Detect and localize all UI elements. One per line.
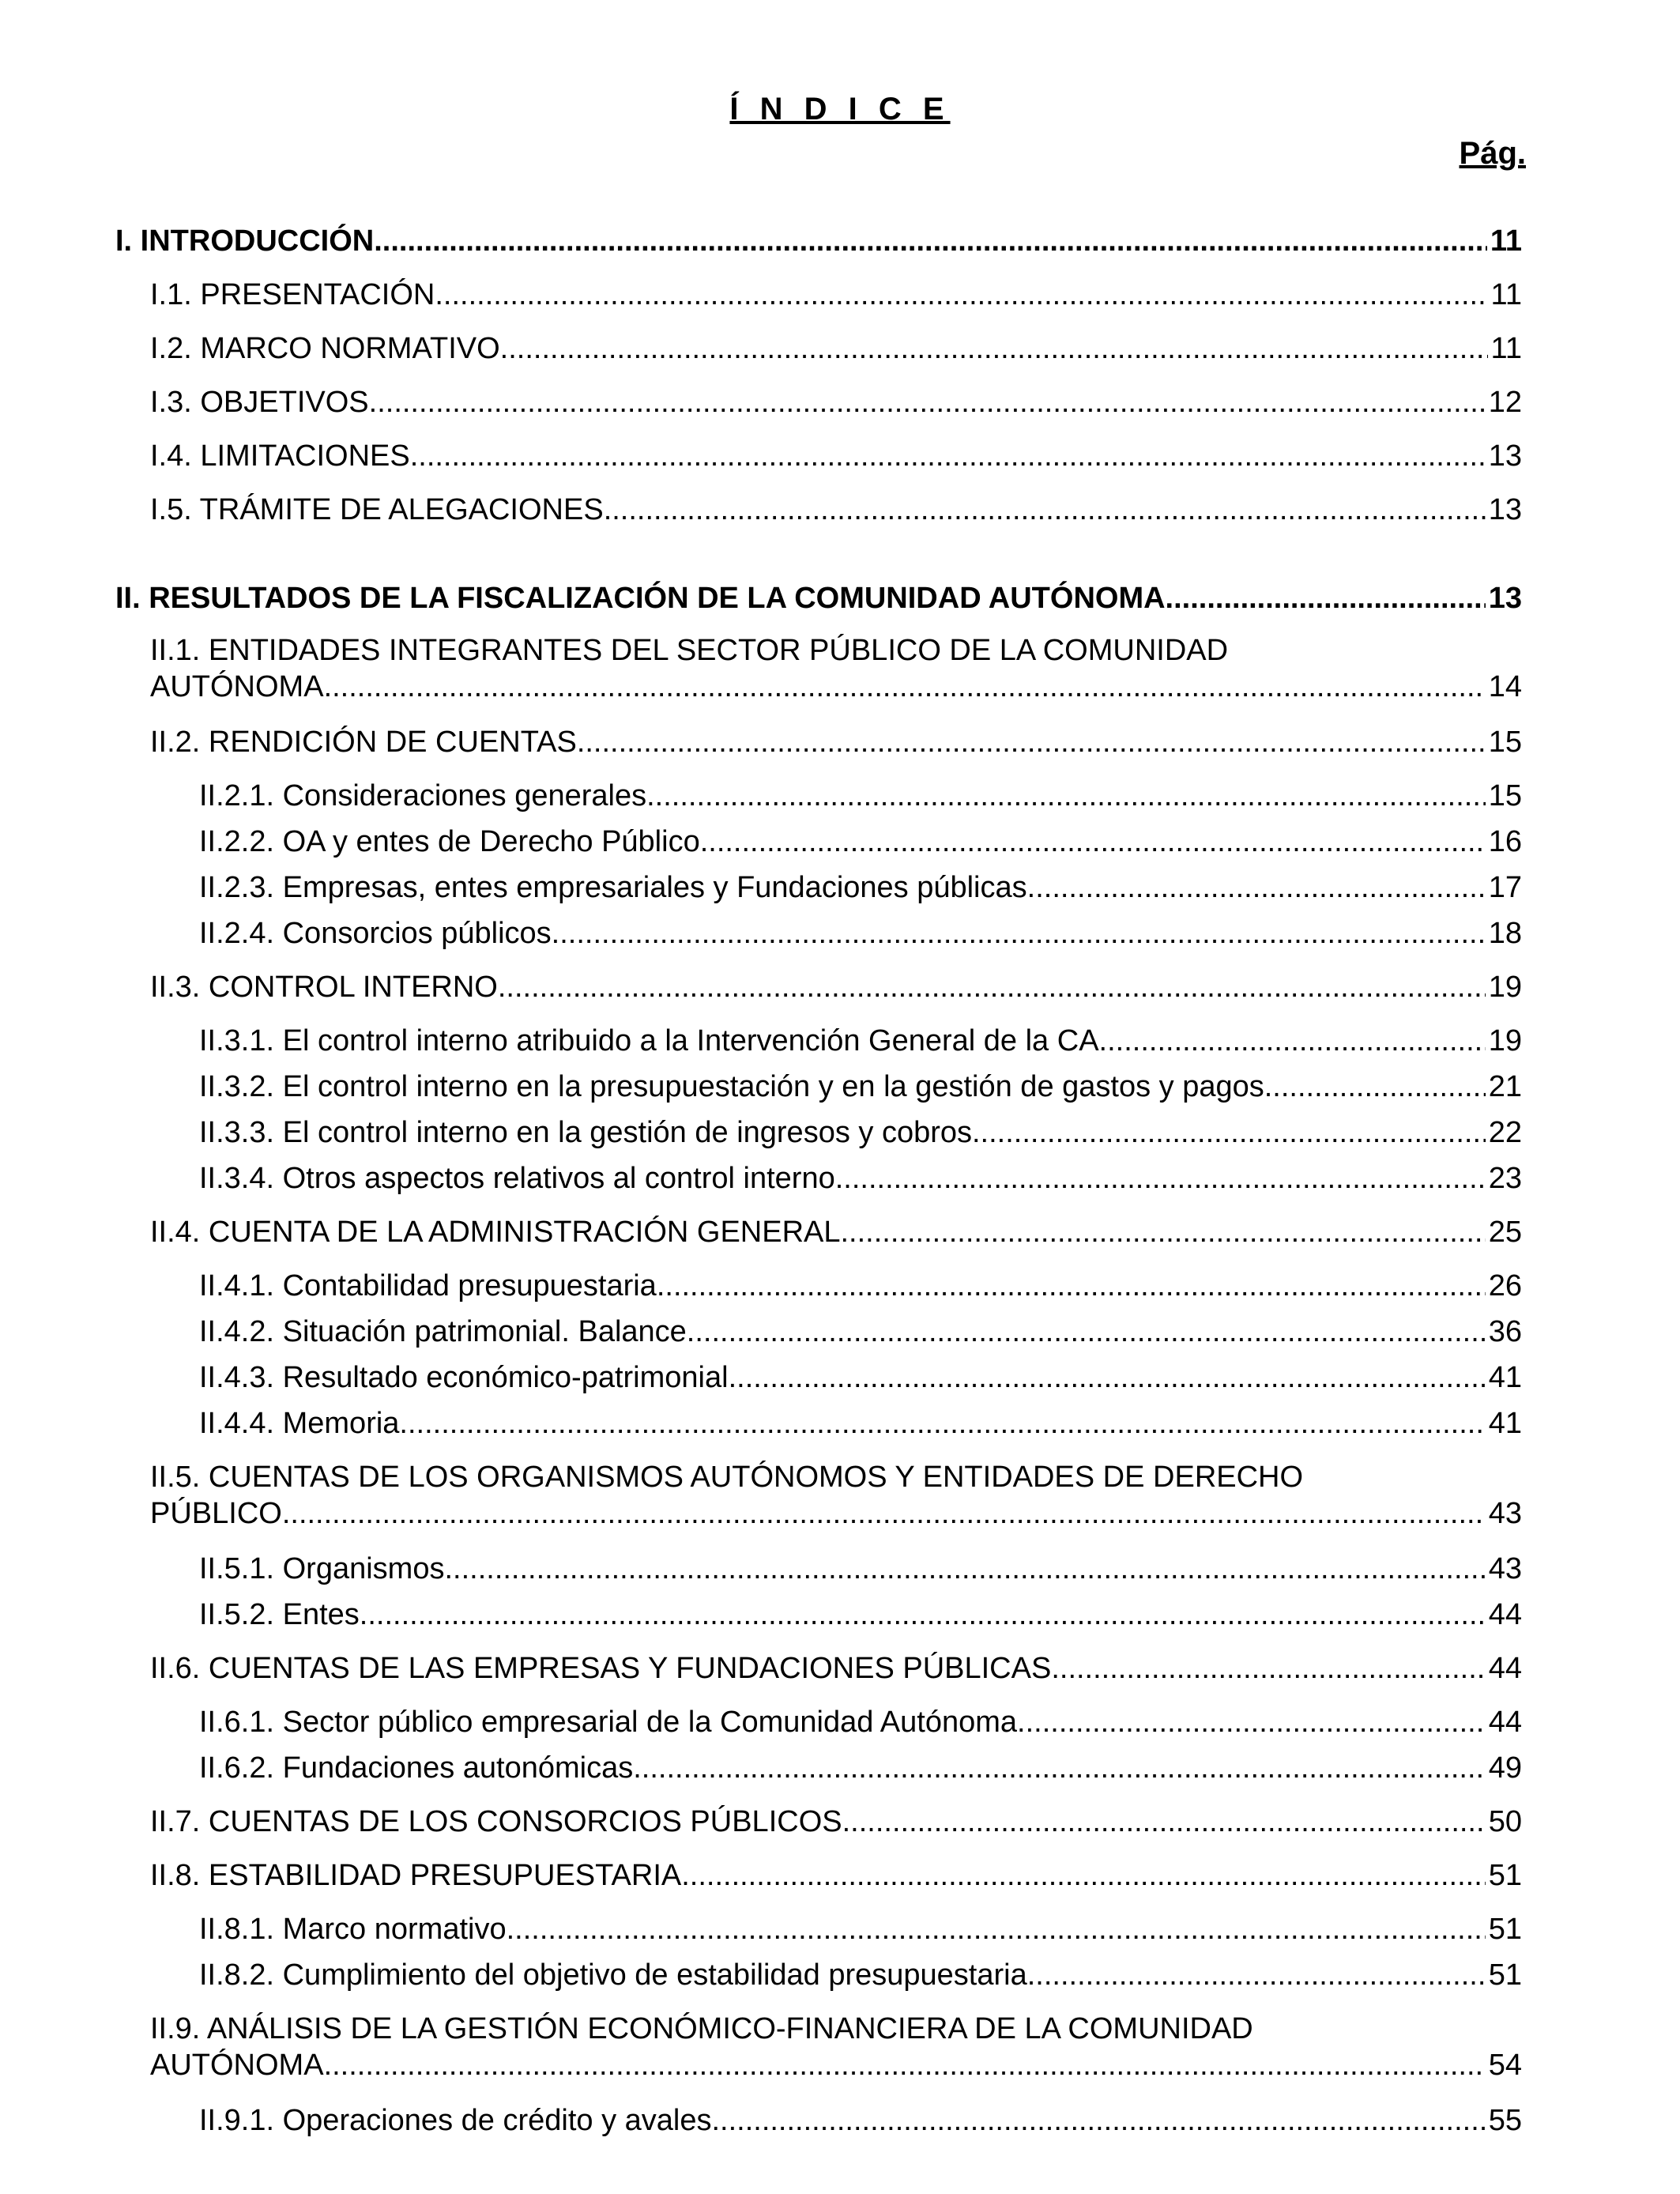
toc-entry[interactable] xyxy=(115,223,1522,259)
toc-entry-page: 11 xyxy=(1490,224,1522,258)
toc-entry-page: 51 xyxy=(1488,1913,1522,1946)
toc-entry[interactable] xyxy=(115,778,1522,814)
toc-entry-page: 15 xyxy=(1488,779,1522,812)
toc-entry-title: II. RESULTADOS DE LA FISCALIZACIÓN DE LA COMUNIDAD AUTÓNOMA xyxy=(115,582,1166,615)
toc-leader-dots xyxy=(410,438,1486,474)
toc-entry-title: II.6.1. Sector público empresarial de la Comunidad Autónoma xyxy=(199,1706,1018,1739)
toc-leader-dots xyxy=(1099,1023,1486,1059)
toc-entry-title: II.1. ENTIDADES INTEGRANTES DEL SECTOR PÚBLICO DE LA COMUNIDAD xyxy=(150,634,1229,667)
toc-entry[interactable] xyxy=(115,1750,1522,1786)
toc-entry-page: 26 xyxy=(1488,1269,1522,1302)
toc-entry-title: II.4.4. Memoria xyxy=(199,1407,400,1440)
toc-entry-title: I.5. TRÁMITE DE ALEGACIONES xyxy=(150,493,604,526)
toc-entry-title: II.2.4. Consorcios públicos xyxy=(199,917,552,950)
toc-leader-dots xyxy=(369,384,1486,420)
toc-leader-dots xyxy=(399,1405,1485,1442)
toc-entry-page: 54 xyxy=(1488,2049,1522,2082)
toc-entry-page: 51 xyxy=(1488,1859,1522,1892)
toc-entry[interactable] xyxy=(115,1405,1522,1442)
toc-leader-dots xyxy=(374,223,1487,259)
toc-entry-title: I.2. MARCO NORMATIVO xyxy=(150,332,500,365)
toc-entry-page: 13 xyxy=(1488,439,1522,473)
index-title: Í N D I C E xyxy=(729,92,951,126)
toc-entry-page: 41 xyxy=(1488,1407,1522,1440)
toc-entry-title: II.8. ESTABILIDAD PRESUPUESTARIA xyxy=(150,1859,682,1892)
toc-entry-page: 41 xyxy=(1488,1361,1522,1394)
toc-entry-page: 44 xyxy=(1488,1598,1522,1631)
toc-entry-page: 44 xyxy=(1488,1706,1522,1739)
toc-entry-page: 19 xyxy=(1488,1024,1522,1057)
toc-entry-title: II.4.2. Situación patrimonial. Balance xyxy=(199,1315,687,1348)
toc-entry-title: II.8.2. Cumplimiento del objetivo de estabilidad presupuestaria xyxy=(199,1958,1027,1992)
toc-entry[interactable] xyxy=(115,824,1522,860)
toc-entry-page: 21 xyxy=(1488,1070,1522,1103)
toc-entry[interactable] xyxy=(115,1023,1522,1059)
toc-entry[interactable] xyxy=(115,1359,1522,1396)
toc-leader-dots xyxy=(324,669,1486,705)
toc-leader-dots xyxy=(324,2047,1486,2083)
toc-leader-dots xyxy=(1051,1650,1485,1687)
toc-entry-title: II.2.3. Empresas, entes empresariales y Fundaciones públicas xyxy=(199,871,1027,904)
toc-entry-title: II.4. CUENTA DE LA ADMINISTRACIÓN GENERAL xyxy=(150,1216,841,1249)
toc-leader-dots xyxy=(498,969,1486,1005)
toc-entry-title: II.3. CONTROL INTERNO xyxy=(150,971,498,1004)
table-of-contents xyxy=(115,223,1522,2139)
toc-entry-title: II.4.3. Resultado económico-patrimonial xyxy=(199,1361,729,1394)
toc-entry-title: II.8.1. Marco normativo xyxy=(199,1913,507,1946)
toc-entry[interactable] xyxy=(115,492,1522,528)
toc-leader-dots xyxy=(507,1911,1486,1947)
toc-entry-title: II.6.2. Fundaciones autonómicas xyxy=(199,1751,634,1785)
toc-entry-page: 19 xyxy=(1488,971,1522,1004)
toc-entry-title-cont: AUTÓNOMA xyxy=(150,670,324,703)
toc-entry[interactable] xyxy=(115,438,1522,474)
toc-entry-title: I.3. OBJETIVOS xyxy=(150,386,369,419)
toc-entry-page: 49 xyxy=(1488,1751,1522,1785)
toc-leader-dots xyxy=(1027,869,1486,906)
toc-entry-title: I.4. LIMITACIONES xyxy=(150,439,410,473)
toc-entry[interactable] xyxy=(115,1551,1522,1587)
toc-leader-dots xyxy=(604,492,1486,528)
toc-entry[interactable] xyxy=(115,1214,1522,1250)
toc-entry-title: II.2. RENDICIÓN DE CUENTAS xyxy=(150,726,577,759)
toc-entry-title: II.4.1. Contabilidad presupuestaria xyxy=(199,1269,657,1302)
toc-entry-page: 55 xyxy=(1488,2104,1522,2137)
toc-entry-title: I. INTRODUCCIÓN xyxy=(115,224,375,258)
toc-entry[interactable] xyxy=(115,1704,1522,1740)
toc-entry-page: 25 xyxy=(1488,1216,1522,1249)
toc-entry-page: 16 xyxy=(1488,825,1522,858)
toc-entry[interactable] xyxy=(115,632,1522,707)
toc-entry-page: 13 xyxy=(1488,493,1522,526)
toc-entry-page: 13 xyxy=(1488,582,1522,615)
toc-entry[interactable] xyxy=(115,1957,1522,1993)
toc-entry[interactable] xyxy=(115,1160,1522,1197)
toc-entry[interactable] xyxy=(115,869,1522,906)
toc-entry-page: 44 xyxy=(1488,1652,1522,1685)
toc-entry-page: 43 xyxy=(1488,1497,1522,1530)
toc-leader-dots xyxy=(657,1268,1486,1304)
toc-leader-dots xyxy=(435,277,1487,313)
toc-leader-dots xyxy=(282,1495,1486,1532)
toc-entry-page: 36 xyxy=(1488,1315,1522,1348)
toc-entry-page: 14 xyxy=(1488,670,1522,703)
toc-entry[interactable] xyxy=(115,2011,1522,2085)
toc-leader-dots xyxy=(500,330,1488,367)
toc-entry[interactable] xyxy=(115,1650,1522,1687)
toc-entry-page: 15 xyxy=(1488,726,1522,759)
toc-entry-page: 43 xyxy=(1488,1552,1522,1585)
toc-entry-title: II.7. CUENTAS DE LOS CONSORCIOS PÚBLICOS xyxy=(150,1805,842,1838)
toc-entry[interactable] xyxy=(115,724,1522,760)
toc-entry-title: II.9.1. Operaciones de crédito y avales xyxy=(199,2104,712,2137)
toc-leader-dots xyxy=(700,824,1486,860)
toc-leader-dots xyxy=(444,1551,1485,1587)
toc-entry-title: II.5.2. Entes xyxy=(199,1598,360,1631)
toc-entry-title: II.3.4. Otros aspectos relativos al control interno xyxy=(199,1162,835,1195)
toc-entry[interactable] xyxy=(115,384,1522,420)
toc-entry[interactable] xyxy=(115,1268,1522,1304)
toc-entry-title: I.1. PRESENTACIÓN xyxy=(150,278,435,311)
toc-entry[interactable] xyxy=(115,1911,1522,1947)
toc-entry[interactable] xyxy=(115,1069,1522,1105)
toc-entry[interactable] xyxy=(115,2102,1522,2139)
toc-entry-title: II.5. CUENTAS DE LOS ORGANISMOS AUTÓNOMOS Y ENTIDADES DE DERECHO xyxy=(150,1461,1304,1494)
toc-leader-dots xyxy=(360,1596,1486,1633)
toc-leader-dots xyxy=(552,915,1486,952)
toc-entry-title-cont: PÚBLICO xyxy=(150,1497,282,1530)
toc-entry-page: 17 xyxy=(1488,871,1522,904)
toc-entry-page: 22 xyxy=(1488,1116,1522,1149)
toc-leader-dots xyxy=(1017,1704,1486,1740)
toc-entry[interactable] xyxy=(115,1596,1522,1633)
toc-entry[interactable] xyxy=(115,1857,1522,1894)
toc-entry-title: II.9. ANÁLISIS DE LA GESTIÓN ECONÓMICO-FINANCIERA DE LA COMUNIDAD xyxy=(150,2012,1253,2045)
toc-entry-page: 18 xyxy=(1488,917,1522,950)
toc-entry[interactable] xyxy=(115,1114,1522,1151)
toc-leader-dots xyxy=(681,1857,1486,1894)
toc-entry[interactable] xyxy=(115,277,1522,313)
toc-entry[interactable] xyxy=(115,1459,1522,1533)
toc-entry-title: II.2.1. Consideraciones generales xyxy=(199,779,647,812)
toc-leader-dots xyxy=(1027,1957,1486,1993)
toc-leader-dots xyxy=(646,778,1486,814)
toc-leader-dots xyxy=(633,1750,1486,1786)
toc-entry[interactable] xyxy=(115,915,1522,952)
toc-entry[interactable] xyxy=(115,580,1522,616)
toc-leader-dots xyxy=(972,1114,1486,1151)
toc-leader-dots xyxy=(729,1359,1486,1396)
toc-leader-dots xyxy=(841,1214,1486,1250)
toc-entry[interactable] xyxy=(115,969,1522,1005)
toc-entry[interactable] xyxy=(115,1804,1522,1840)
page-column-heading: Pág. xyxy=(1459,136,1526,171)
toc-entry-title: II.2.2. OA y entes de Derecho Público xyxy=(199,825,700,858)
toc-entry-page: 23 xyxy=(1488,1162,1522,1195)
toc-leader-dots xyxy=(577,724,1486,760)
toc-entry-page: 50 xyxy=(1488,1805,1522,1838)
toc-entry[interactable] xyxy=(115,330,1522,367)
toc-entry-title: II.6. CUENTAS DE LAS EMPRESAS Y FUNDACIONES PÚBLICAS xyxy=(150,1652,1052,1685)
toc-leader-dots xyxy=(711,2102,1485,2139)
toc-entry-page: 11 xyxy=(1490,332,1522,365)
toc-entry-title: II.5.1. Organismos xyxy=(199,1552,445,1585)
toc-entry-title: II.3.1. El control interno atribuido a la Intervención General de la CA xyxy=(199,1024,1099,1057)
toc-leader-dots xyxy=(842,1804,1486,1840)
toc-entry-page: 11 xyxy=(1490,278,1522,311)
toc-leader-dots xyxy=(687,1314,1486,1350)
toc-entry-page: 51 xyxy=(1488,1958,1522,1992)
toc-entry-title: II.3.3. El control interno en la gestión de ingresos y cobros xyxy=(199,1116,972,1149)
toc-entry-title: II.3.2. El control interno en la presupuestación y en la gestión de gastos y pagos xyxy=(199,1070,1264,1103)
toc-leader-dots xyxy=(1166,580,1486,616)
toc-entry-page: 12 xyxy=(1488,386,1522,419)
toc-leader-dots xyxy=(1264,1069,1486,1105)
toc-leader-dots xyxy=(835,1160,1486,1197)
toc-entry-title-cont: AUTÓNOMA xyxy=(150,2049,324,2082)
toc-entry[interactable] xyxy=(115,1314,1522,1350)
